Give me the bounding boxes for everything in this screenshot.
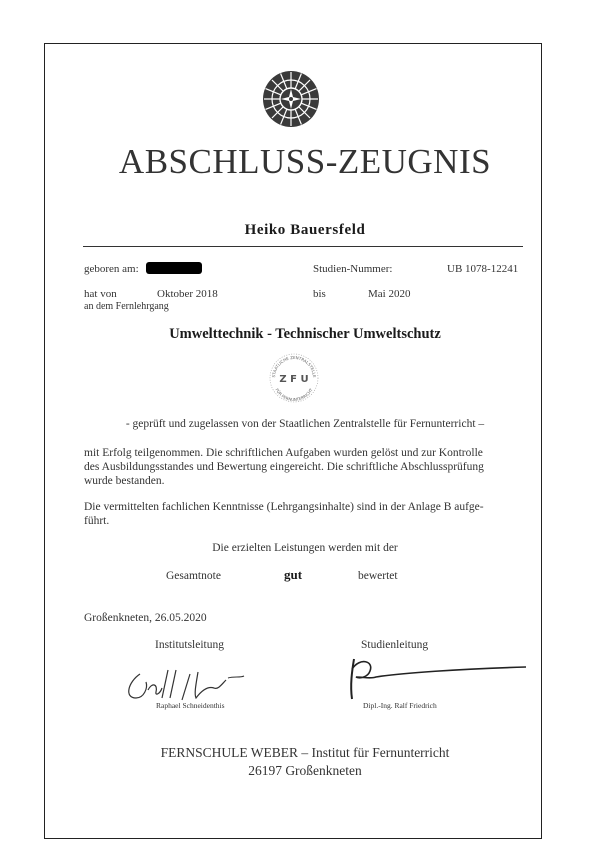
grade-label: Gesamtnote bbox=[166, 570, 221, 582]
signature-right-name: Dipl.-Ing. Ralf Friedrich bbox=[363, 701, 437, 710]
signature-left-name: Raphael Schneidenthis bbox=[156, 701, 225, 710]
place-date: Großenkneten, 26.05.2020 bbox=[84, 612, 207, 624]
paragraph-line: führt. bbox=[84, 515, 110, 527]
student-number: UB 1078-12241 bbox=[447, 263, 519, 275]
handwritten-signature-left bbox=[118, 664, 258, 704]
paragraph-line: des Ausbildungsstandes und Bewertung eingereicht. Die schriftliche Abschlussprüfung bbox=[84, 461, 484, 473]
course-intro: an dem Fernlehrgang bbox=[84, 301, 169, 312]
footer-line-1: FERNSCHULE WEBER – Institut für Fernunterricht bbox=[160, 745, 450, 760]
from-date: Oktober 2018 bbox=[157, 288, 218, 300]
document-title: ABSCHLUSS-ZEUGNIS bbox=[118, 142, 492, 181]
paragraph-line: wurde bestanden. bbox=[84, 475, 165, 487]
paragraph-contents bbox=[84, 500, 524, 528]
paragraph-line: mit Erfolg teilgenommen. Die schriftlichen Aufgaben wurden gelöst und zur Kontrolle bbox=[84, 447, 483, 459]
recipient-name: Heiko Bauersfeld bbox=[244, 222, 366, 238]
approval-line: - geprüft und zugelassen von der Staatlichen Zentralstelle für Fernunterricht – bbox=[125, 418, 485, 430]
footer-line-2: 26197 Großenkneten bbox=[248, 763, 362, 778]
grade-value: gut bbox=[284, 567, 303, 582]
course-title: Umwelttechnik - Technischer Umweltschutz bbox=[169, 326, 441, 342]
seal-arc-bottom: FÜR FERNUNTERRICHT bbox=[274, 387, 314, 403]
from-label: hat von bbox=[84, 288, 117, 300]
student-number-label: Studien-Nummer: bbox=[313, 263, 393, 275]
zfu-seal-icon bbox=[266, 352, 322, 404]
to-label: bis bbox=[313, 288, 326, 300]
to-date: Mai 2020 bbox=[368, 288, 411, 300]
paragraph-completion bbox=[84, 446, 524, 488]
svg-text:FÜR FERNUNTERRICHT bbox=[274, 387, 314, 402]
seal-arc-top: STAATLICHE ZENTRALSTELLE bbox=[270, 354, 318, 378]
compass-rose-logo-icon bbox=[262, 70, 320, 128]
born-label: geboren am: bbox=[84, 263, 139, 275]
signature-left-title: Institutsleitung bbox=[155, 639, 224, 651]
seal-letters: Z F U bbox=[279, 374, 309, 385]
paragraph-line: Die vermittelten fachlichen Kenntnisse (Lehrgangsinhalte) sind in der Anlage B aufge- bbox=[84, 501, 484, 513]
results-intro: Die erzielten Leistungen werden mit der bbox=[212, 542, 398, 554]
signature-right-title: Studienleitung bbox=[361, 639, 429, 651]
redacted-birthdate bbox=[146, 262, 202, 274]
name-underline bbox=[83, 246, 523, 247]
grade-suffix: bewertet bbox=[358, 570, 398, 582]
handwritten-signature-right bbox=[340, 655, 530, 703]
